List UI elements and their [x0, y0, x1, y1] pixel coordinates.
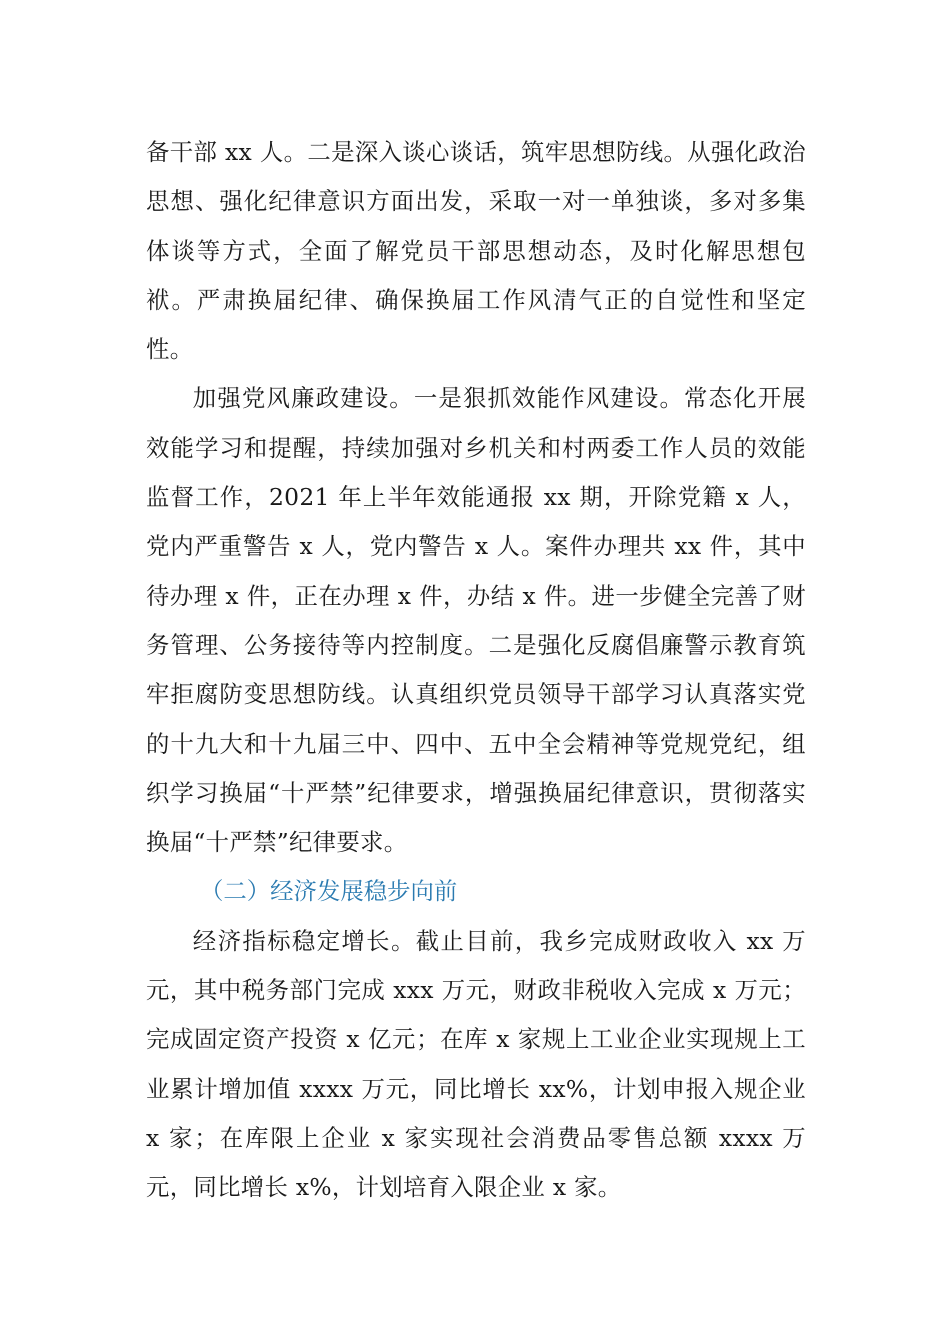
paragraph-economic-indicators: 经济指标稳定增长。截止目前，我乡完成财政收入 xx 万元，其中税务部门完成 xxx 万元，财政非税收入完成 x 万元；完成固定资产投资 x 亿元；在库 x 家规上工业企业实现规上工业累计增加值 xxxx 万元，同比增长 xx%，计划申报入规企业 x 家；在库限上企业 x 家实现社会消费品零售总额 xxxx 万元，同比增长 x%，计划培育入限企业 x 家。 [146, 926, 806, 1202]
section-heading-economy: （二）经济发展稳步向前 [200, 877, 458, 906]
paragraph-party-integrity: 加强党风廉政建设。一是狠抓效能作风建设。常态化开展效能学习和提醒，持续加强对乡机关和村两委工作人员的效能监督工作，2021 年上半年效能通报 xx 期，开除党籍 x 人，党内严重警告 x 人，党内警告 x 人。案件办理共 xx 件，其中待办理 x 件，正在办理 x 件，办结 x 件。进一步健全完善了财务管理、公务接待等内控制度。二是强化反腐倡廉警示教育筑牢拒腐防变思想防线。认真组织党员领导干部学习认真落实党的十九大和十九届三中、四中、五中全会精神等党规党纪，组织学习换届“十严禁”纪律要求，增强换届纪律意识，贯彻落实换届“十严禁”纪律要求。 [146, 384, 806, 857]
document-page [146, 128, 806, 1213]
paragraph-cadre-talks: 备干部 xx 人。二是深入谈心谈话，筑牢思想防线。从强化政治思想、强化纪律意识方面出发，采取一对一单独谈，多对多集体谈等方式，全面了解党员干部思想动态，及时化解思想包袱。严肃换届纪律、确保换届工作风清气正的自觉性和坚定性。 [146, 138, 806, 364]
